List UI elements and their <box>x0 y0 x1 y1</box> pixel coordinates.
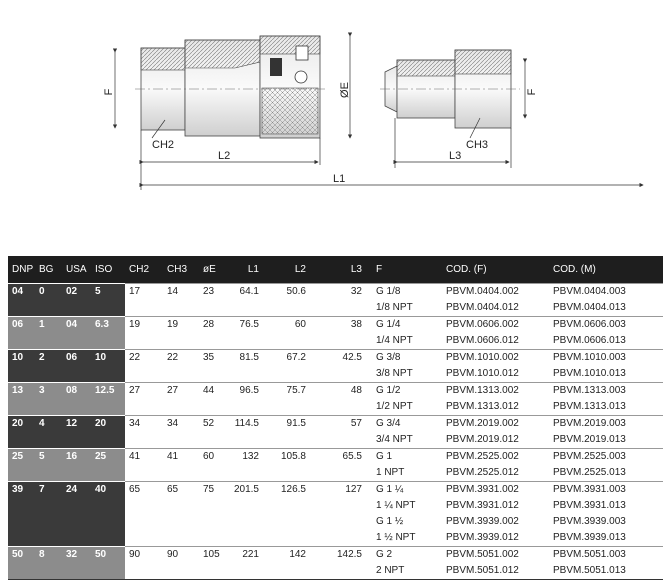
dim-cell-ch2: 65 <box>125 482 163 499</box>
code-cell: PBVM.0404.013 <box>553 302 626 313</box>
dim-cell-e <box>199 498 227 514</box>
dim-cell-e: 44 <box>199 383 227 400</box>
col-header: CH3 <box>163 256 199 284</box>
male-coupling-icon <box>380 50 520 128</box>
dim-cell-ch3: 34 <box>163 416 199 433</box>
col-header: BG <box>35 256 62 284</box>
code-cell: PBVM.3939.012 <box>446 532 519 543</box>
size-cell-bg: 0 <box>35 284 62 301</box>
size-cell-usa <box>62 333 91 350</box>
code-cell: PBVM.1313.012 <box>446 401 519 412</box>
dim-cell-e <box>199 530 227 547</box>
col-header: L2 <box>269 256 316 284</box>
table-row <box>8 317 663 334</box>
dim-cell-e <box>199 333 227 350</box>
dim-cell-l3: 42.5 <box>316 350 372 367</box>
code-cell: PBVM.2019.012 <box>446 434 519 445</box>
col-header: COD. (M) <box>549 256 663 284</box>
code-cell: PBVM.3931.002 <box>442 482 549 499</box>
dim-cell-e <box>199 432 227 449</box>
f-right-label: F <box>526 88 538 96</box>
code-cell: PBVM.1313.013 <box>553 401 626 412</box>
thread-cell: 1 NPT <box>376 467 405 478</box>
size-cell-iso: 6.3 <box>91 317 125 334</box>
dim-cell-ch3: 14 <box>163 284 199 301</box>
table-row <box>8 350 663 367</box>
code-cell: PBVM.0404.002 <box>442 284 549 301</box>
thread-cell: 1/8 NPT <box>376 302 413 313</box>
size-cell-dnp <box>8 399 35 416</box>
dim-cell-l1 <box>227 563 269 580</box>
size-cell-usa: 02 <box>62 284 91 301</box>
size-cell-usa <box>62 366 91 383</box>
size-cell-bg <box>35 300 62 317</box>
code-cell: PBVM.3939.002 <box>446 516 519 527</box>
code-cell: PBVM.2525.012 <box>446 467 519 478</box>
dim-cell-l2 <box>269 563 316 580</box>
thread-cell: G 3/4 <box>372 416 442 433</box>
dim-cell-l2: 50.6 <box>269 284 316 301</box>
size-cell-dnp: 39 <box>8 482 35 499</box>
size-cell-iso: 12.5 <box>91 383 125 400</box>
dim-cell-l2 <box>269 498 316 514</box>
table-row <box>8 366 663 383</box>
table-row <box>8 300 663 317</box>
col-header: L3 <box>316 256 372 284</box>
thread-cell: G 1/2 <box>372 383 442 400</box>
size-cell-bg: 4 <box>35 416 62 433</box>
dim-cell-l2 <box>269 399 316 416</box>
dim-cell-l3 <box>316 300 372 317</box>
table-row <box>8 563 663 580</box>
table-row <box>8 333 663 350</box>
code-cell: PBVM.3939.003 <box>553 516 626 527</box>
dim-cell-l3 <box>316 514 372 530</box>
col-header: F <box>372 256 442 284</box>
dim-cell-ch3 <box>163 563 199 580</box>
female-coupling-icon <box>135 36 326 138</box>
size-cell-bg: 8 <box>35 547 62 564</box>
code-cell: PBVM.3939.013 <box>553 532 626 543</box>
size-cell-dnp <box>8 465 35 482</box>
size-cell-bg <box>35 333 62 350</box>
size-cell-dnp <box>8 563 35 580</box>
dim-cell-e: 35 <box>199 350 227 367</box>
dim-cell-ch3 <box>163 432 199 449</box>
size-cell-bg <box>35 498 62 514</box>
code-cell: PBVM.3931.013 <box>553 500 626 511</box>
table-row <box>8 399 663 416</box>
size-cell-bg: 1 <box>35 317 62 334</box>
dim-cell-l2: 105.8 <box>269 449 316 466</box>
size-cell-dnp <box>8 514 35 530</box>
dim-cell-ch3 <box>163 366 199 383</box>
table-row <box>8 482 663 499</box>
code-cell: PBVM.1010.013 <box>553 368 626 379</box>
dim-cell-l3 <box>316 530 372 547</box>
dim-cell-l1: 76.5 <box>227 317 269 334</box>
table-row <box>8 416 663 433</box>
code-cell: PBVM.0404.012 <box>446 302 519 313</box>
dim-cell-ch2 <box>125 366 163 383</box>
size-cell-iso: 25 <box>91 449 125 466</box>
dim-cell-ch3 <box>163 300 199 317</box>
dim-cell-l2 <box>269 333 316 350</box>
dim-cell-l3 <box>316 563 372 580</box>
table-row <box>8 514 663 530</box>
dim-cell-e: 75 <box>199 482 227 499</box>
code-cell: PBVM.2525.002 <box>442 449 549 466</box>
dim-cell-l1 <box>227 300 269 317</box>
size-cell-usa: 24 <box>62 482 91 499</box>
dim-cell-l3 <box>316 399 372 416</box>
dim-cell-ch3: 27 <box>163 383 199 400</box>
dim-cell-l2: 60 <box>269 317 316 334</box>
thread-cell: 2 NPT <box>372 563 442 580</box>
code-cell: PBVM.1010.003 <box>549 350 663 367</box>
code-cell: PBVM.2019.002 <box>442 416 549 433</box>
ch3-label: CH3 <box>466 139 489 151</box>
size-cell-dnp: 13 <box>8 383 35 400</box>
size-cell-usa: 32 <box>62 547 91 564</box>
size-cell-usa <box>62 465 91 482</box>
dim-cell-l1 <box>227 333 269 350</box>
dim-cell-ch2 <box>125 399 163 416</box>
col-header: CH2 <box>125 256 163 284</box>
thread-cell: G 1/4 <box>372 317 442 334</box>
dim-cell-l1 <box>227 432 269 449</box>
code-cell: PBVM.1313.002 <box>442 383 549 400</box>
size-cell-usa <box>62 399 91 416</box>
col-header: ISO <box>91 256 125 284</box>
thread-cell: G 3/8 <box>372 350 442 367</box>
size-cell-iso <box>91 563 125 580</box>
size-cell-dnp: 50 <box>8 547 35 564</box>
dim-cell-l2 <box>269 366 316 383</box>
size-cell-bg: 3 <box>35 383 62 400</box>
dim-cell-l1 <box>227 399 269 416</box>
dim-cell-ch2: 90 <box>125 547 163 564</box>
dim-cell-ch2: 41 <box>125 449 163 466</box>
dim-cell-l2: 142 <box>269 547 316 564</box>
dim-cell-ch2: 34 <box>125 416 163 433</box>
dim-cell-ch2: 17 <box>125 284 163 301</box>
dim-cell-l3 <box>316 333 372 350</box>
table-row <box>8 465 663 482</box>
dim-cell-ch2 <box>125 530 163 547</box>
dim-cell-e: 52 <box>199 416 227 433</box>
dim-cell-e <box>199 399 227 416</box>
col-header: DNP <box>8 256 35 284</box>
code-cell: PBVM.5051.003 <box>549 547 663 564</box>
col-header: øE <box>199 256 227 284</box>
size-cell-bg <box>35 465 62 482</box>
dim-cell-l1 <box>227 465 269 482</box>
dim-cell-ch3 <box>163 333 199 350</box>
dim-cell-l1 <box>227 514 269 530</box>
ch2-label: CH2 <box>152 139 175 151</box>
size-cell-iso: 20 <box>91 416 125 433</box>
spec-table <box>8 256 663 580</box>
size-cell-usa <box>62 498 91 514</box>
size-cell-iso <box>91 465 125 482</box>
dim-cell-l2: 67.2 <box>269 350 316 367</box>
code-cell: PBVM.2525.013 <box>553 467 626 478</box>
code-cell: PBVM.1010.012 <box>446 368 519 379</box>
code-cell: PBVM.0404.003 <box>549 284 663 301</box>
table-row <box>8 498 663 514</box>
dim-cell-ch2: 22 <box>125 350 163 367</box>
code-cell: PBVM.5051.012 <box>442 563 549 580</box>
dim-cell-ch2 <box>125 432 163 449</box>
code-cell: PBVM.5051.002 <box>442 547 549 564</box>
dim-cell-l3 <box>316 366 372 383</box>
dim-cell-l3: 57 <box>316 416 372 433</box>
dim-cell-l2 <box>269 514 316 530</box>
code-cell: PBVM.5051.013 <box>549 563 663 580</box>
size-cell-iso: 5 <box>91 284 125 301</box>
code-cell: PBVM.2019.003 <box>549 416 663 433</box>
size-cell-bg: 5 <box>35 449 62 466</box>
size-cell-iso <box>91 399 125 416</box>
code-cell: PBVM.1010.002 <box>442 350 549 367</box>
dim-cell-l3: 127 <box>316 482 372 499</box>
thread-cell: 1 ¼ NPT <box>376 500 416 511</box>
table-body <box>8 284 663 580</box>
table-row <box>8 432 663 449</box>
dim-cell-ch2: 27 <box>125 383 163 400</box>
dim-cell-ch3: 22 <box>163 350 199 367</box>
dim-cell-l1: 114.5 <box>227 416 269 433</box>
size-cell-dnp <box>8 498 35 514</box>
size-cell-usa: 08 <box>62 383 91 400</box>
thread-cell: 3/4 NPT <box>376 434 413 445</box>
f-left-label: F <box>103 88 115 96</box>
thread-cell: G 1 ½ <box>376 516 404 527</box>
size-cell-iso <box>91 333 125 350</box>
dim-cell-l1 <box>227 530 269 547</box>
size-cell-dnp: 06 <box>8 317 35 334</box>
dim-cell-l3: 65.5 <box>316 449 372 466</box>
size-cell-bg <box>35 563 62 580</box>
table-header-row <box>8 256 663 284</box>
size-cell-usa <box>62 530 91 547</box>
size-cell-usa <box>62 432 91 449</box>
dim-cell-ch3 <box>163 498 199 514</box>
size-cell-iso: 50 <box>91 547 125 564</box>
size-cell-iso: 10 <box>91 350 125 367</box>
dim-cell-e <box>199 465 227 482</box>
size-cell-bg <box>35 514 62 530</box>
dim-cell-l3: 48 <box>316 383 372 400</box>
size-cell-iso <box>91 514 125 530</box>
size-cell-bg <box>35 399 62 416</box>
size-cell-iso <box>91 530 125 547</box>
dim-cell-l3: 142.5 <box>316 547 372 564</box>
thread-cell: 1 ½ NPT <box>376 532 416 543</box>
dim-cell-e: 60 <box>199 449 227 466</box>
code-cell: PBVM.0606.012 <box>446 335 519 346</box>
dim-cell-l2 <box>269 530 316 547</box>
l2-label: L2 <box>218 150 231 162</box>
col-header: L1 <box>227 256 269 284</box>
coupling-technical-drawing <box>0 0 671 200</box>
dim-cell-e: 23 <box>199 284 227 301</box>
dim-cell-l2: 126.5 <box>269 482 316 499</box>
col-header: USA <box>62 256 91 284</box>
dim-cell-l1: 64.1 <box>227 284 269 301</box>
size-cell-usa: 04 <box>62 317 91 334</box>
dim-cell-l3: 32 <box>316 284 372 301</box>
thread-cell: 3/8 NPT <box>376 368 413 379</box>
dim-cell-l1: 96.5 <box>227 383 269 400</box>
thread-cell: 1/2 NPT <box>376 401 413 412</box>
size-cell-bg <box>35 366 62 383</box>
dim-cell-l1 <box>227 498 269 514</box>
size-cell-iso <box>91 300 125 317</box>
size-cell-usa <box>62 563 91 580</box>
dim-cell-l3 <box>316 432 372 449</box>
dim-cell-e: 105 <box>199 547 227 564</box>
dim-cell-l3: 38 <box>316 317 372 334</box>
code-cell: PBVM.0606.003 <box>549 317 663 334</box>
size-cell-usa: 16 <box>62 449 91 466</box>
size-cell-dnp <box>8 530 35 547</box>
size-cell-dnp <box>8 333 35 350</box>
dim-cell-l1 <box>227 366 269 383</box>
code-cell: PBVM.2019.013 <box>553 434 626 445</box>
dim-cell-ch3: 65 <box>163 482 199 499</box>
code-cell: PBVM.0606.002 <box>442 317 549 334</box>
dim-cell-ch2 <box>125 333 163 350</box>
thread-cell: G 1 <box>372 449 442 466</box>
dim-cell-ch2 <box>125 498 163 514</box>
dim-cell-ch3 <box>163 465 199 482</box>
dim-cell-e <box>199 563 227 580</box>
size-cell-iso <box>91 366 125 383</box>
table-row <box>8 449 663 466</box>
dim-cell-ch3: 90 <box>163 547 199 564</box>
l3-label: L3 <box>449 150 462 162</box>
table-row <box>8 547 663 564</box>
l1-label: L1 <box>333 173 346 185</box>
dim-cell-l1: 81.5 <box>227 350 269 367</box>
size-cell-usa <box>62 300 91 317</box>
thread-cell: G 1 ¼ <box>372 482 442 499</box>
size-cell-bg <box>35 432 62 449</box>
size-cell-dnp: 25 <box>8 449 35 466</box>
dim-cell-l1: 132 <box>227 449 269 466</box>
size-cell-usa: 06 <box>62 350 91 367</box>
dim-cell-l1: 221 <box>227 547 269 564</box>
size-cell-dnp: 04 <box>8 284 35 301</box>
code-cell: PBVM.3931.003 <box>549 482 663 499</box>
code-cell: PBVM.3931.012 <box>446 500 519 511</box>
size-cell-dnp: 20 <box>8 416 35 433</box>
dim-cell-l3 <box>316 465 372 482</box>
dim-cell-l3 <box>316 498 372 514</box>
table-row <box>8 284 663 301</box>
size-cell-iso <box>91 498 125 514</box>
dim-cell-e: 28 <box>199 317 227 334</box>
dim-cell-ch3: 19 <box>163 317 199 334</box>
thread-cell: G 1/8 <box>372 284 442 301</box>
dim-cell-ch2 <box>125 465 163 482</box>
size-cell-dnp <box>8 366 35 383</box>
dim-cell-l2: 91.5 <box>269 416 316 433</box>
dim-cell-e <box>199 300 227 317</box>
size-cell-iso <box>91 432 125 449</box>
size-cell-bg <box>35 530 62 547</box>
size-cell-dnp: 10 <box>8 350 35 367</box>
code-cell: PBVM.0606.013 <box>553 335 626 346</box>
thread-cell: G 2 <box>372 547 442 564</box>
dim-cell-ch2 <box>125 300 163 317</box>
code-cell: PBVM.2525.003 <box>549 449 663 466</box>
dim-cell-ch3 <box>163 530 199 547</box>
col-header: COD. (F) <box>442 256 549 284</box>
dim-cell-ch3 <box>163 514 199 530</box>
size-cell-usa <box>62 514 91 530</box>
dim-cell-l2: 75.7 <box>269 383 316 400</box>
dim-cell-ch3 <box>163 399 199 416</box>
dim-cell-ch2: 19 <box>125 317 163 334</box>
oe-label: ØE <box>339 82 351 98</box>
dim-cell-l2 <box>269 465 316 482</box>
dim-cell-e <box>199 514 227 530</box>
dim-cell-ch3: 41 <box>163 449 199 466</box>
dim-cell-ch2 <box>125 514 163 530</box>
size-cell-bg: 7 <box>35 482 62 499</box>
code-cell: PBVM.1313.003 <box>549 383 663 400</box>
dim-cell-l2 <box>269 432 316 449</box>
dim-cell-e <box>199 366 227 383</box>
size-cell-dnp <box>8 300 35 317</box>
size-cell-dnp <box>8 432 35 449</box>
size-cell-bg: 2 <box>35 350 62 367</box>
table-row <box>8 383 663 400</box>
dim-cell-l1: 201.5 <box>227 482 269 499</box>
size-cell-iso: 40 <box>91 482 125 499</box>
dim-cell-ch2 <box>125 563 163 580</box>
table-row <box>8 530 663 547</box>
thread-cell: 1/4 NPT <box>376 335 413 346</box>
size-cell-usa: 12 <box>62 416 91 433</box>
dim-cell-l2 <box>269 300 316 317</box>
